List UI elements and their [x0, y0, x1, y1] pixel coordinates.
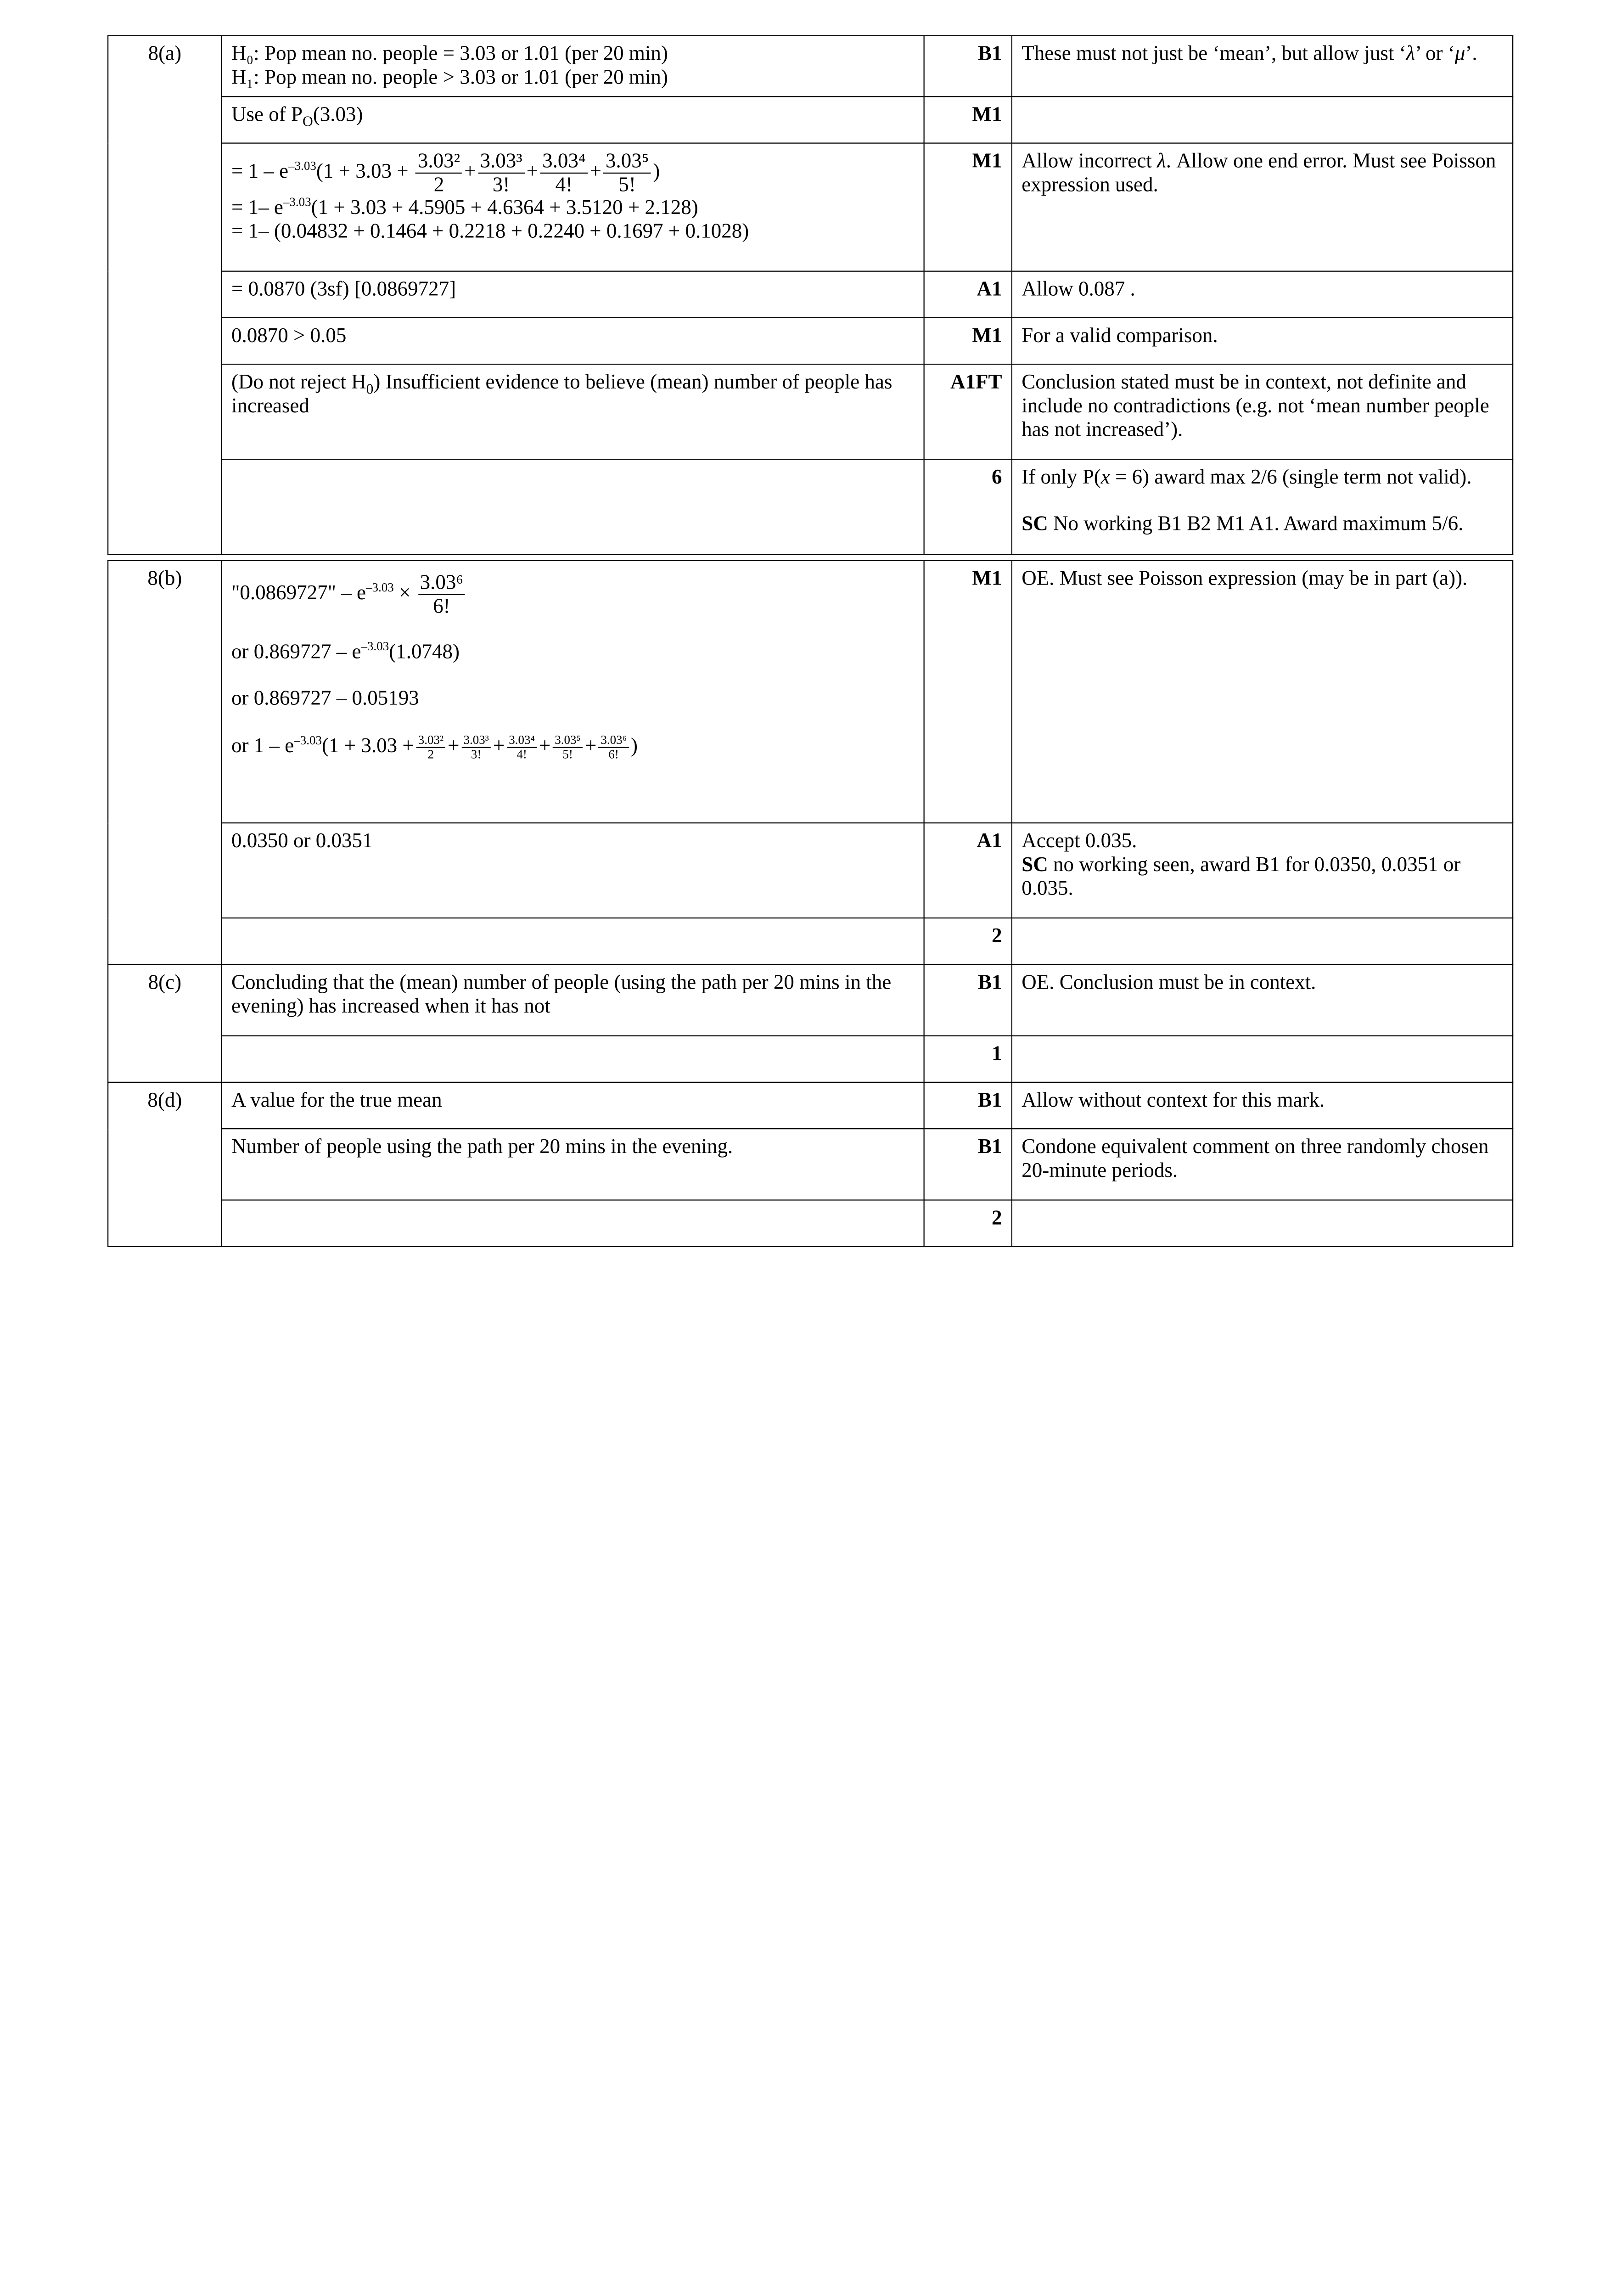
- table-row: [108, 823, 1513, 918]
- table-row: [108, 1082, 1513, 1129]
- answer-cell: Number of people using the path per 20 mins in the evening.: [222, 1129, 924, 1200]
- guidance-cell: Allow incorrect λ. Allow one end error. Must see Poisson expression used.: [1012, 143, 1513, 271]
- table-row: [108, 1200, 1513, 1246]
- mark-cell: M1: [924, 96, 1012, 143]
- guidance-cell: Condone equivalent comment on three randomly chosen 20-minute periods.: [1012, 1129, 1513, 1200]
- table-row: [108, 96, 1513, 143]
- mark-cell: B1: [924, 1129, 1012, 1200]
- guidance-cell: Allow without context for this mark.: [1012, 1082, 1513, 1129]
- guidance-cell: These must not just be ‘mean’, but allow just ‘λ’ or ‘μ’.: [1012, 36, 1513, 97]
- mark-cell: B1: [924, 36, 1012, 97]
- answer-cell: [222, 459, 924, 554]
- table-row: [108, 364, 1513, 459]
- mark-scheme-table: [107, 35, 1513, 1247]
- table-row: [108, 36, 1513, 97]
- guidance-cell: OE. Conclusion must be in context.: [1012, 964, 1513, 1035]
- guidance-cell: [1012, 918, 1513, 964]
- total-mark: 2: [924, 918, 1012, 964]
- answer-cell: [222, 1036, 924, 1082]
- hypothesis-h1: H₁: Pop mean no. people > 3.03 or 1.01 (per 20 min): [231, 66, 668, 89]
- answer-cell: = 0.0870 (3sf) [0.0869727]: [222, 271, 924, 318]
- table-row: [108, 964, 1513, 1035]
- answer-cell: 0.0870 > 0.05: [222, 318, 924, 364]
- question-number: 8(a): [108, 36, 222, 555]
- answer-cell: Use of $P_O(3.03)$: [222, 96, 924, 143]
- question-number: 8(d): [108, 1082, 222, 1247]
- table-row: [108, 271, 1513, 318]
- guidance-cell: Allow 0.087 .: [1012, 271, 1513, 318]
- total-mark: 1: [924, 1036, 1012, 1082]
- mark-cell: B1: [924, 1082, 1012, 1129]
- mark-cell: A1FT: [924, 364, 1012, 459]
- total-mark: 2: [924, 1200, 1012, 1246]
- section-separator: [108, 554, 1513, 561]
- answer-cell: = $1 - e^{-3.03}(1 + 3.03$ + $\frac{\text{3.03²}}{2}$ + $\frac{\text{3.03³}}{3!}$ + $\frac{\text{3.03⁴}}{4!}$ + $\frac{\text{3.03⁵}}{5!}$ ) = 1– $e^{-3.03}(1 + 3.03 + 4.5905 + 4.6364 + 3.5120 + 2.128)$ = 1– (0.04832 + 0.1464 + 0.2218 + 0.2240 + 0.1697 + 0.1028): [222, 143, 924, 271]
- question-number: 8(c): [108, 964, 222, 1082]
- poisson-expression: = $1 - e^{-3.03}(1 + 3.03$ + $\frac{\text{3.03²}}{2}$ + $\frac{\text{3.03³}}{3!}$ + $\frac{\text{3.03⁴}}{4!}$ + $\frac{\text{3.03⁵}}{5!}$ ): [231, 150, 660, 197]
- mark-cell: B1: [924, 964, 1012, 1035]
- table-row: [108, 318, 1513, 364]
- guidance-cell: [1012, 1200, 1513, 1246]
- guidance-cell: [1012, 1036, 1513, 1082]
- mark-cell: M1: [924, 143, 1012, 271]
- table-row: [108, 459, 1513, 554]
- table-row: [108, 143, 1513, 271]
- mark-cell: A1: [924, 823, 1012, 918]
- answer-cell: [222, 1200, 924, 1246]
- guidance-cell: Accept 0.035. SC no working seen, award B1 for 0.0350, 0.0351 or 0.035.: [1012, 823, 1513, 918]
- guidance-cell: Conclusion stated must be in context, not definite and include no contradictions (e.g. not ‘mean number people has not increased’).: [1012, 364, 1513, 459]
- guidance-cell: [1012, 96, 1513, 143]
- answer-cell: "0.0869727" – $e^{-3.03}$ × $\frac{\text{3.03⁶}}{6!}$ or $0.869727 - e^{-3.03}(1.0748)$ or 0.869727 – 0.05193 or $1 - e^{-3.03}(1 + 3.03$ + $\frac{\text{3.03²}}{2}$ + $\frac{\text{3.03³}}{3!}$ + $\frac{\text{3.03⁴}}{4!}$ + $\frac{\text{3.03⁵}}{5!}$ + $\frac{\text{3.03⁶}}{6!}$ ): [222, 561, 924, 823]
- mark-cell: M1: [924, 561, 1012, 823]
- total-mark: 6: [924, 459, 1012, 554]
- table-row: [108, 1129, 1513, 1200]
- answer-cell: Concluding that the (mean) number of people (using the path per 20 mins in the evening) has increased when it has not: [222, 964, 924, 1035]
- guidance-cell: If only P(x = 6) award max 2/6 (single term not valid). SC No working B1 B2 M1 A1. Award maximum 5/6.: [1012, 459, 1513, 554]
- answer-cell: (Do not reject $H_0$) Insufficient evidence to believe (mean) number of people has increased: [222, 364, 924, 459]
- answer-cell: 0.0350 or 0.0351: [222, 823, 924, 918]
- question-number: 8(b): [108, 561, 222, 965]
- table-row: [108, 561, 1513, 823]
- guidance-cell: For a valid comparison.: [1012, 318, 1513, 364]
- mark-cell: M1: [924, 318, 1012, 364]
- answer-cell: A value for the true mean: [222, 1082, 924, 1129]
- hypothesis-h0: H₀: Pop mean no. people = 3.03 or 1.01 (per 20 min): [231, 42, 668, 65]
- mark-cell: A1: [924, 271, 1012, 318]
- guidance-cell: OE. Must see Poisson expression (may be in part (a)).: [1012, 561, 1513, 823]
- table-row: [108, 1036, 1513, 1082]
- answer-cell: [222, 918, 924, 964]
- table-row: [108, 918, 1513, 964]
- answer-cell: [222, 36, 924, 97]
